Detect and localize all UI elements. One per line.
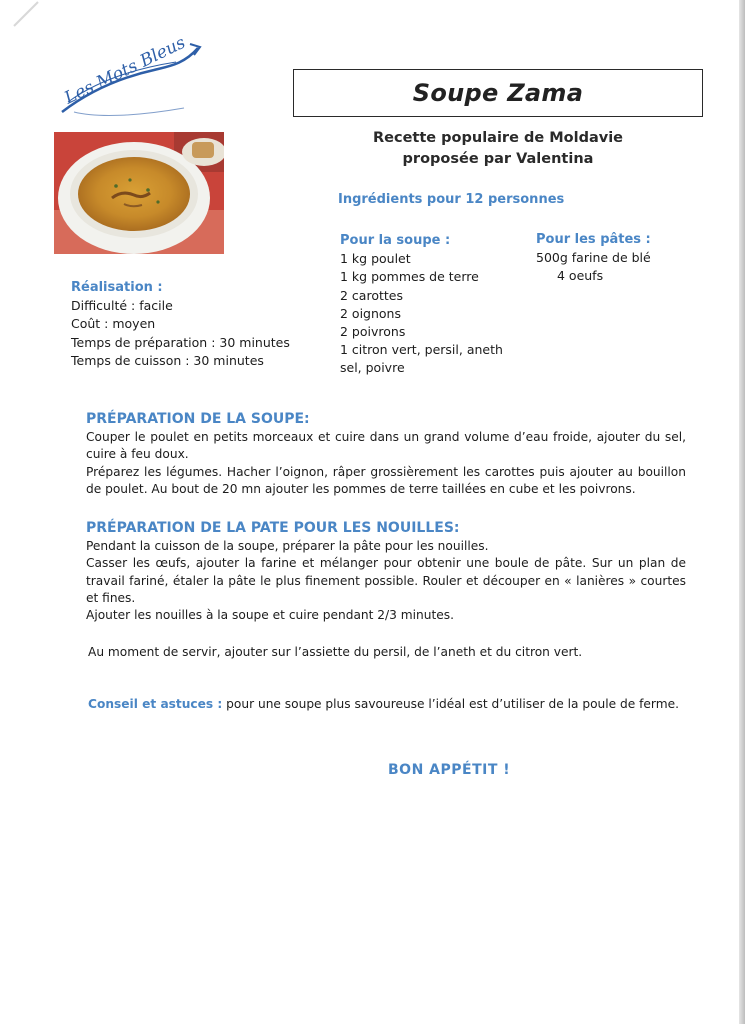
ingredient-item: 1 kg pommes de terre xyxy=(340,269,479,285)
ingredient-item: 4 oeufs xyxy=(557,268,604,284)
preparation-paragraph: Ajouter les nouilles à la soupe et cuire pendant 2/3 minutes. xyxy=(86,608,454,623)
corner-fold-mark xyxy=(12,0,42,28)
ingredient-item: sel, poivre xyxy=(340,360,405,376)
soup-bowl-photo xyxy=(54,132,224,254)
subtitle-line-2: proposée par Valentina xyxy=(402,151,594,167)
soupe-heading: Pour la soupe : xyxy=(340,233,451,248)
preparation-soupe-heading: PRÉPARATION DE LA SOUPE: xyxy=(86,411,310,427)
soupe-ingredients xyxy=(340,232,503,378)
preparation-paragraph: Préparez les légumes. Hacher l’oignon, râper grossièrement les carottes puis ajouter au bouillon de poulet. Au bout de 20 mn ajouter les pommes de terre taillées en cube et les poivrons. xyxy=(86,464,686,496)
page-edge xyxy=(739,0,745,1024)
preparation-paragraph: Couper le poulet en petits morceaux et cuire dans un grand volume d’eau froide, ajouter du sel, cuire à feu doux. xyxy=(86,430,686,462)
recipe-title-box xyxy=(293,69,703,117)
bon-appetit: BON APPÉTIT ! xyxy=(388,762,511,778)
preparation-pate-section xyxy=(86,519,686,624)
realisation-item: Temps de cuisson : 30 minutes xyxy=(71,352,264,368)
preparation-paragraph: Pendant la cuisson de la soupe, préparer la pâte pour les nouilles. xyxy=(86,539,489,553)
realisation-heading: Réalisation : xyxy=(71,280,163,295)
realisation-block xyxy=(71,279,290,370)
ingredient-item: 2 poivrons xyxy=(340,324,406,340)
ingredient-item: 2 oignons xyxy=(340,305,401,321)
realisation-item: Temps de préparation : 30 minutes xyxy=(71,334,290,350)
ingredient-item: 2 carottes xyxy=(340,287,403,303)
ingredients-heading: Ingrédients pour 12 personnes xyxy=(338,192,565,207)
pates-ingredients xyxy=(536,231,651,286)
pates-heading: Pour les pâtes : xyxy=(536,232,651,247)
realisation-item: Difficulté : facile xyxy=(71,298,173,314)
subtitle-line-1: Recette populaire de Moldavie xyxy=(372,130,624,146)
preparation-pate-heading: PRÉPARATION DE LA PATE POUR LES NOUILLES: xyxy=(86,520,460,536)
preparation-paragraph: Casser les œufs, ajouter la farine et mélanger pour obtenir une boule de pâte. Sur un plan de travail fariné, étaler la pâte le plus finement possible. Rouler et découper en « lanières » courtes et fines. xyxy=(86,556,686,605)
conseil-label: Conseil et astuces : xyxy=(88,697,223,711)
realisation-item: Coût : moyen xyxy=(71,316,156,332)
ingredient-item: 500g farine de blé xyxy=(536,250,651,266)
conseil-block xyxy=(88,697,679,711)
conseil-text: pour une soupe plus savoureuse l’idéal est d’utiliser de la poule de ferme. xyxy=(226,697,679,711)
recipe-title: Soupe Zama xyxy=(412,79,584,107)
ingredient-item: 1 citron vert, persil, aneth xyxy=(340,342,503,358)
serving-instruction: Au moment de servir, ajouter sur l’assiette du persil, de l’aneth et du citron vert. xyxy=(88,645,583,659)
ingredient-item: 1 kg poulet xyxy=(340,251,411,267)
logo-text: Les Mots Bleus xyxy=(61,38,189,109)
preparation-soupe-section xyxy=(86,410,686,498)
logo-les-mots-bleus xyxy=(58,38,206,118)
recipe-subtitle xyxy=(293,128,703,170)
